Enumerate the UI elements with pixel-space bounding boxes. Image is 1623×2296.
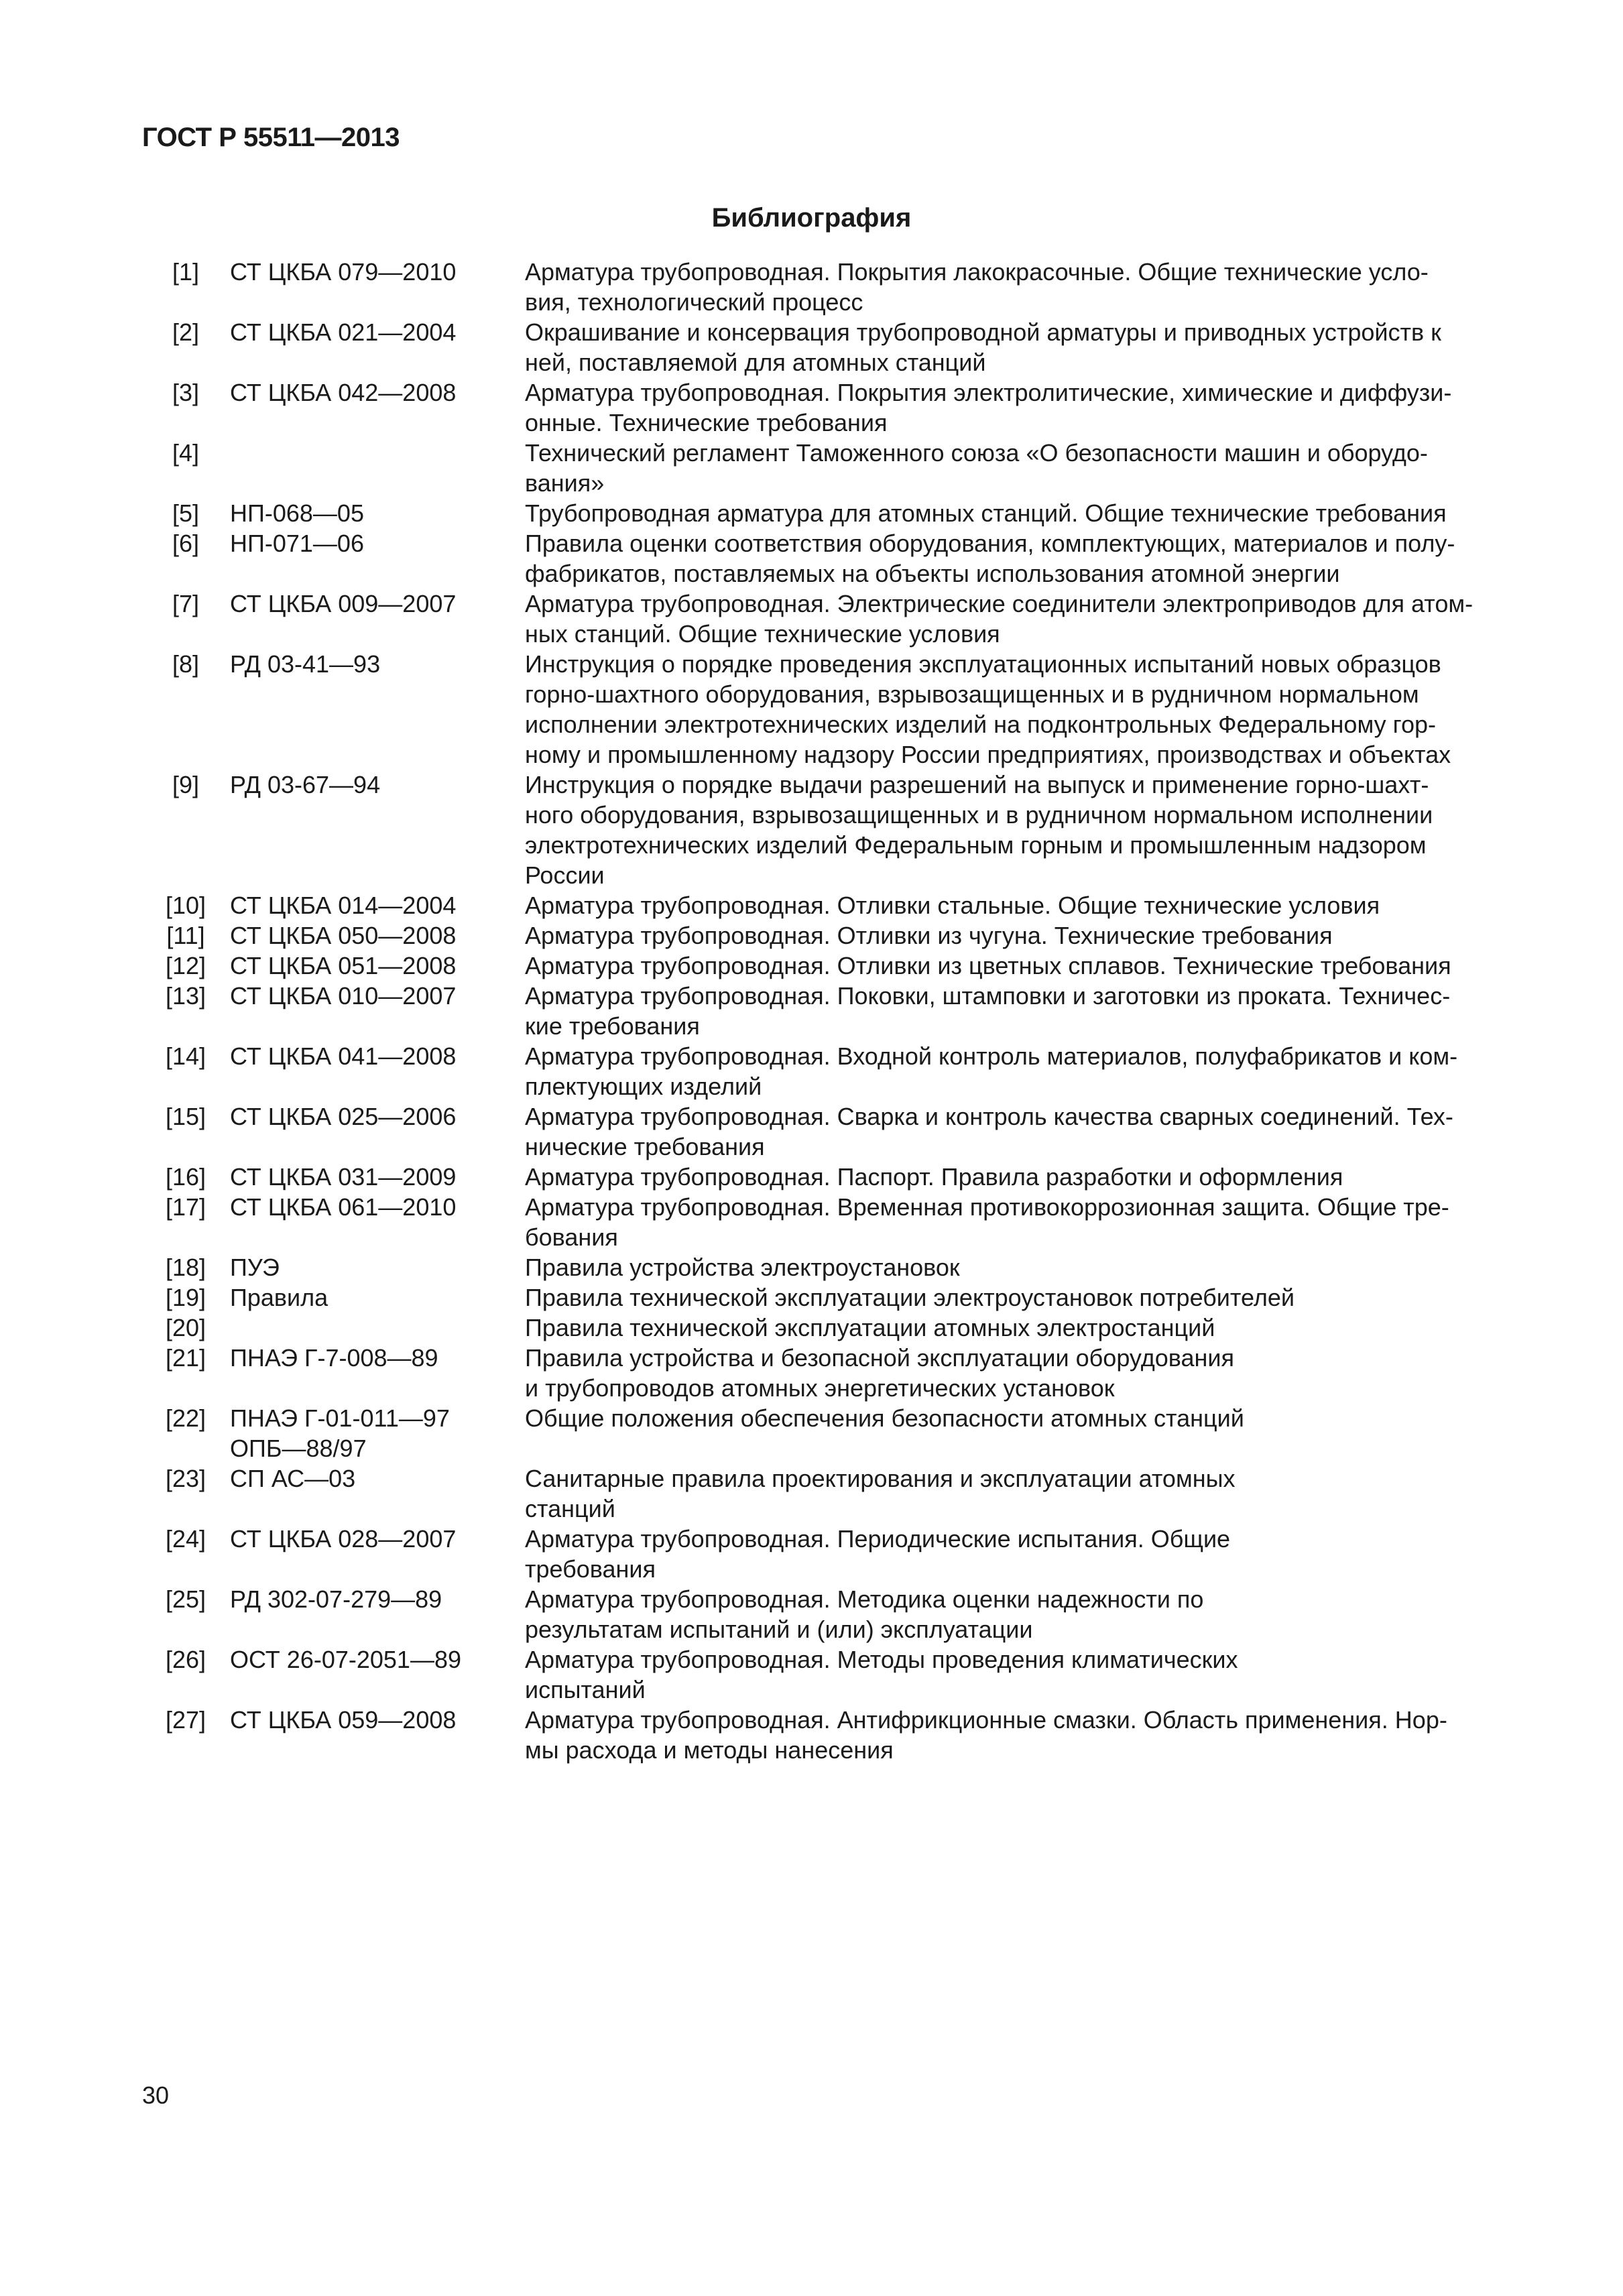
entry-code: СТ ЦКБА 031—2009 (230, 1163, 457, 1191)
entry-title: Правила устройства и безопасной эксплуатации оборудования и трубопроводов атомных энергетических установок (525, 1344, 1234, 1402)
entry-title: Правила оценки соответствия оборудования, комплектующих, материалов и полу- фабрикатов, поставляемых на объекты использования атомной энергии (525, 530, 1455, 587)
bibliography-entry (142, 649, 1496, 770)
entry-code: СТ ЦКБА 061—2010 (230, 1193, 457, 1221)
entry-number: [23] (165, 1465, 206, 1492)
entry-number: [9] (172, 771, 200, 798)
bibliography-entry (142, 498, 1496, 528)
entry-number: [17] (165, 1193, 206, 1221)
entry-number: [3] (172, 379, 200, 406)
entry-number: [2] (172, 318, 200, 346)
entry-title: Арматура трубопроводная. Методы проведения климатических испытаний (525, 1646, 1238, 1703)
entry-title: Арматура трубопроводная. Покрытия электролитические, химические и диффузи- онные. Технические требования (525, 379, 1452, 436)
entry-number: [13] (165, 982, 206, 1010)
entry-code: СТ ЦКБА 014—2004 (230, 892, 457, 919)
entry-title: Арматура трубопроводная. Паспорт. Правила разработки и оформления (525, 1163, 1343, 1191)
entry-title: Арматура трубопроводная. Отливки из цветных сплавов. Технические требования (525, 952, 1451, 979)
entry-number: [19] (165, 1284, 206, 1311)
entry-title: Арматура трубопроводная. Сварка и контроль качества сварных соединений. Тех- нические требования (525, 1103, 1453, 1160)
bibliography-entry (142, 951, 1496, 981)
entry-code: СТ ЦКБА 050—2008 (230, 922, 457, 949)
entry-code: Правила (230, 1284, 328, 1311)
entry-number: [24] (165, 1525, 206, 1553)
entry-number: [25] (165, 1585, 206, 1613)
bibliography-entry (142, 770, 1496, 890)
entry-number: [4] (172, 439, 200, 467)
entry-code: СТ ЦКБА 010—2007 (230, 982, 457, 1010)
bibliography-list (142, 257, 1496, 1765)
entry-title: Санитарные правила проектирования и эксплуатации атомных станций (525, 1465, 1236, 1522)
bibliography-entry (142, 1403, 1496, 1463)
entry-code: СП АС—03 (230, 1465, 356, 1492)
entry-number: [8] (172, 650, 200, 678)
entry-title: Общие положения обеспечения безопасности атомных станций (525, 1404, 1244, 1432)
entry-number: [27] (165, 1706, 206, 1734)
entry-code: ПУЭ (230, 1254, 280, 1281)
entry-title: Правила технической эксплуатации электроустановок потребителей (525, 1284, 1295, 1311)
bibliography-entry (142, 1041, 1496, 1101)
entry-title: Арматура трубопроводная. Отливки стальные. Общие технические условия (525, 892, 1380, 919)
entry-title: Технический регламент Таможенного союза «О безопасности машин и оборудо- вания» (525, 439, 1428, 497)
bibliography-entry (142, 1313, 1496, 1343)
bibliography-entry (142, 1463, 1496, 1524)
bibliography-entry (142, 890, 1496, 920)
entry-code: СТ ЦКБА 028—2007 (230, 1525, 457, 1553)
bibliography-entry (142, 1162, 1496, 1192)
document-header: ГОСТ Р 55511—2013 (142, 123, 400, 152)
bibliography-entry (142, 1584, 1496, 1644)
entry-number: [5] (172, 499, 200, 527)
entry-title: Правила технической эксплуатации атомных электростанций (525, 1314, 1215, 1341)
bibliography-entry (142, 1252, 1496, 1282)
page-number: 30 (142, 2081, 170, 2109)
bibliography-entry (142, 1192, 1496, 1252)
entry-code: СТ ЦКБА 009—2007 (230, 590, 457, 617)
entry-number: [18] (165, 1254, 206, 1281)
entry-number: [15] (165, 1103, 206, 1130)
entry-number: [11] (166, 922, 205, 949)
bibliography-entry (142, 438, 1496, 498)
entry-code: ОСТ 26-07-2051—89 (230, 1646, 461, 1673)
bibliography-entry (142, 257, 1496, 317)
entry-code: ПНАЭ Г-7-008—89 (230, 1344, 438, 1372)
page-title: Библиография (711, 203, 912, 233)
entry-number: [12] (165, 952, 206, 979)
entry-title: Арматура трубопроводная. Электрические соединители электроприводов для атом- ных станций. Общие технические условия (525, 590, 1474, 648)
entry-title: Арматура трубопроводная. Входной контроль материалов, полуфабрикатов и ком- плектующих изделий (525, 1042, 1458, 1100)
entry-code: СТ ЦКБА 051—2008 (230, 952, 457, 979)
entry-number: [20] (165, 1314, 206, 1341)
bibliography-entry (142, 589, 1496, 649)
entry-number: [14] (165, 1042, 206, 1070)
bibliography-entry (142, 1101, 1496, 1162)
bibliography-entry (142, 317, 1496, 377)
entry-code: СТ ЦКБА 079—2010 (230, 258, 457, 286)
entry-number: [21] (165, 1344, 206, 1372)
entry-code: СТ ЦКБА 025—2006 (230, 1103, 457, 1130)
entry-code: НП-068—05 (230, 499, 364, 527)
entry-code: СТ ЦКБА 021—2004 (230, 318, 457, 346)
entry-number: [1] (172, 258, 200, 286)
entry-title: Арматура трубопроводная. Временная противокоррозионная защита. Общие тре- бования (525, 1193, 1449, 1251)
entry-number: [10] (165, 892, 206, 919)
entry-number: [26] (165, 1646, 206, 1673)
entry-title: Правила устройства электроустановок (525, 1254, 960, 1281)
entry-number: [16] (165, 1163, 206, 1191)
bibliography-entry (142, 1524, 1496, 1584)
entry-number: [22] (165, 1404, 206, 1432)
entry-title: Арматура трубопроводная. Отливки из чугуна. Технические требования (525, 922, 1333, 949)
entry-title: Арматура трубопроводная. Поковки, штамповки и заготовки из проката. Техничес- кие требования (525, 982, 1451, 1040)
entry-title: Трубопроводная арматура для атомных станций. Общие технические требования (525, 499, 1447, 527)
bibliography-entry (142, 1644, 1496, 1705)
entry-title: Арматура трубопроводная. Методика оценки надежности по результатам испытаний и (или) эксплуатации (525, 1585, 1204, 1643)
entry-title: Инструкция о порядке выдачи разрешений на выпуск и применение горно-шахт- ного оборудования, взрывозащищенных и в рудничном нормальном исполнении электротехнических изделий Федеральным горным и промышленным надзором России (525, 771, 1433, 889)
entry-code: СТ ЦКБА 059—2008 (230, 1706, 457, 1734)
entry-code: РД 03-67—94 (230, 771, 381, 798)
entry-title: Инструкция о порядке проведения эксплуатационных испытаний новых образцов горно-шахтного оборудования, взрывозащищенных и в рудничном нормальном исполнении электротехнических изделий на подконтрольных Федеральному гор- ному и промышленному надзору России предприятиях, производствах и объектах (525, 650, 1451, 768)
entry-code: СТ ЦКБА 041—2008 (230, 1042, 457, 1070)
entry-title: Арматура трубопроводная. Антифрикционные смазки. Область применения. Нор- мы расхода и методы нанесения (525, 1706, 1447, 1764)
bibliography-entry (142, 1282, 1496, 1313)
entry-code: РД 302-07-279—89 (230, 1585, 442, 1613)
bibliography-entry (142, 528, 1496, 589)
bibliography-entry (142, 1343, 1496, 1403)
bibliography-entry (142, 377, 1496, 438)
bibliography-entry (142, 1705, 1496, 1765)
entry-number: [6] (172, 530, 200, 557)
entry-title: Окрашивание и консервация трубопроводной арматуры и приводных устройств к ней, поставляемой для атомных станций (525, 318, 1441, 376)
entry-code: ПНАЭ Г-01-011—97 ОПБ—88/97 (230, 1404, 450, 1462)
entry-code: СТ ЦКБА 042—2008 (230, 379, 457, 406)
entry-number: [7] (172, 590, 200, 617)
entry-title: Арматура трубопроводная. Периодические испытания. Общие требования (525, 1525, 1231, 1583)
entry-code: РД 03-41—93 (230, 650, 381, 678)
entry-title: Арматура трубопроводная. Покрытия лакокрасочные. Общие технические усло- вия, технологический процесс (525, 258, 1429, 316)
entry-code: НП-071—06 (230, 530, 364, 557)
bibliography-entry (142, 920, 1496, 951)
bibliography-entry (142, 981, 1496, 1041)
